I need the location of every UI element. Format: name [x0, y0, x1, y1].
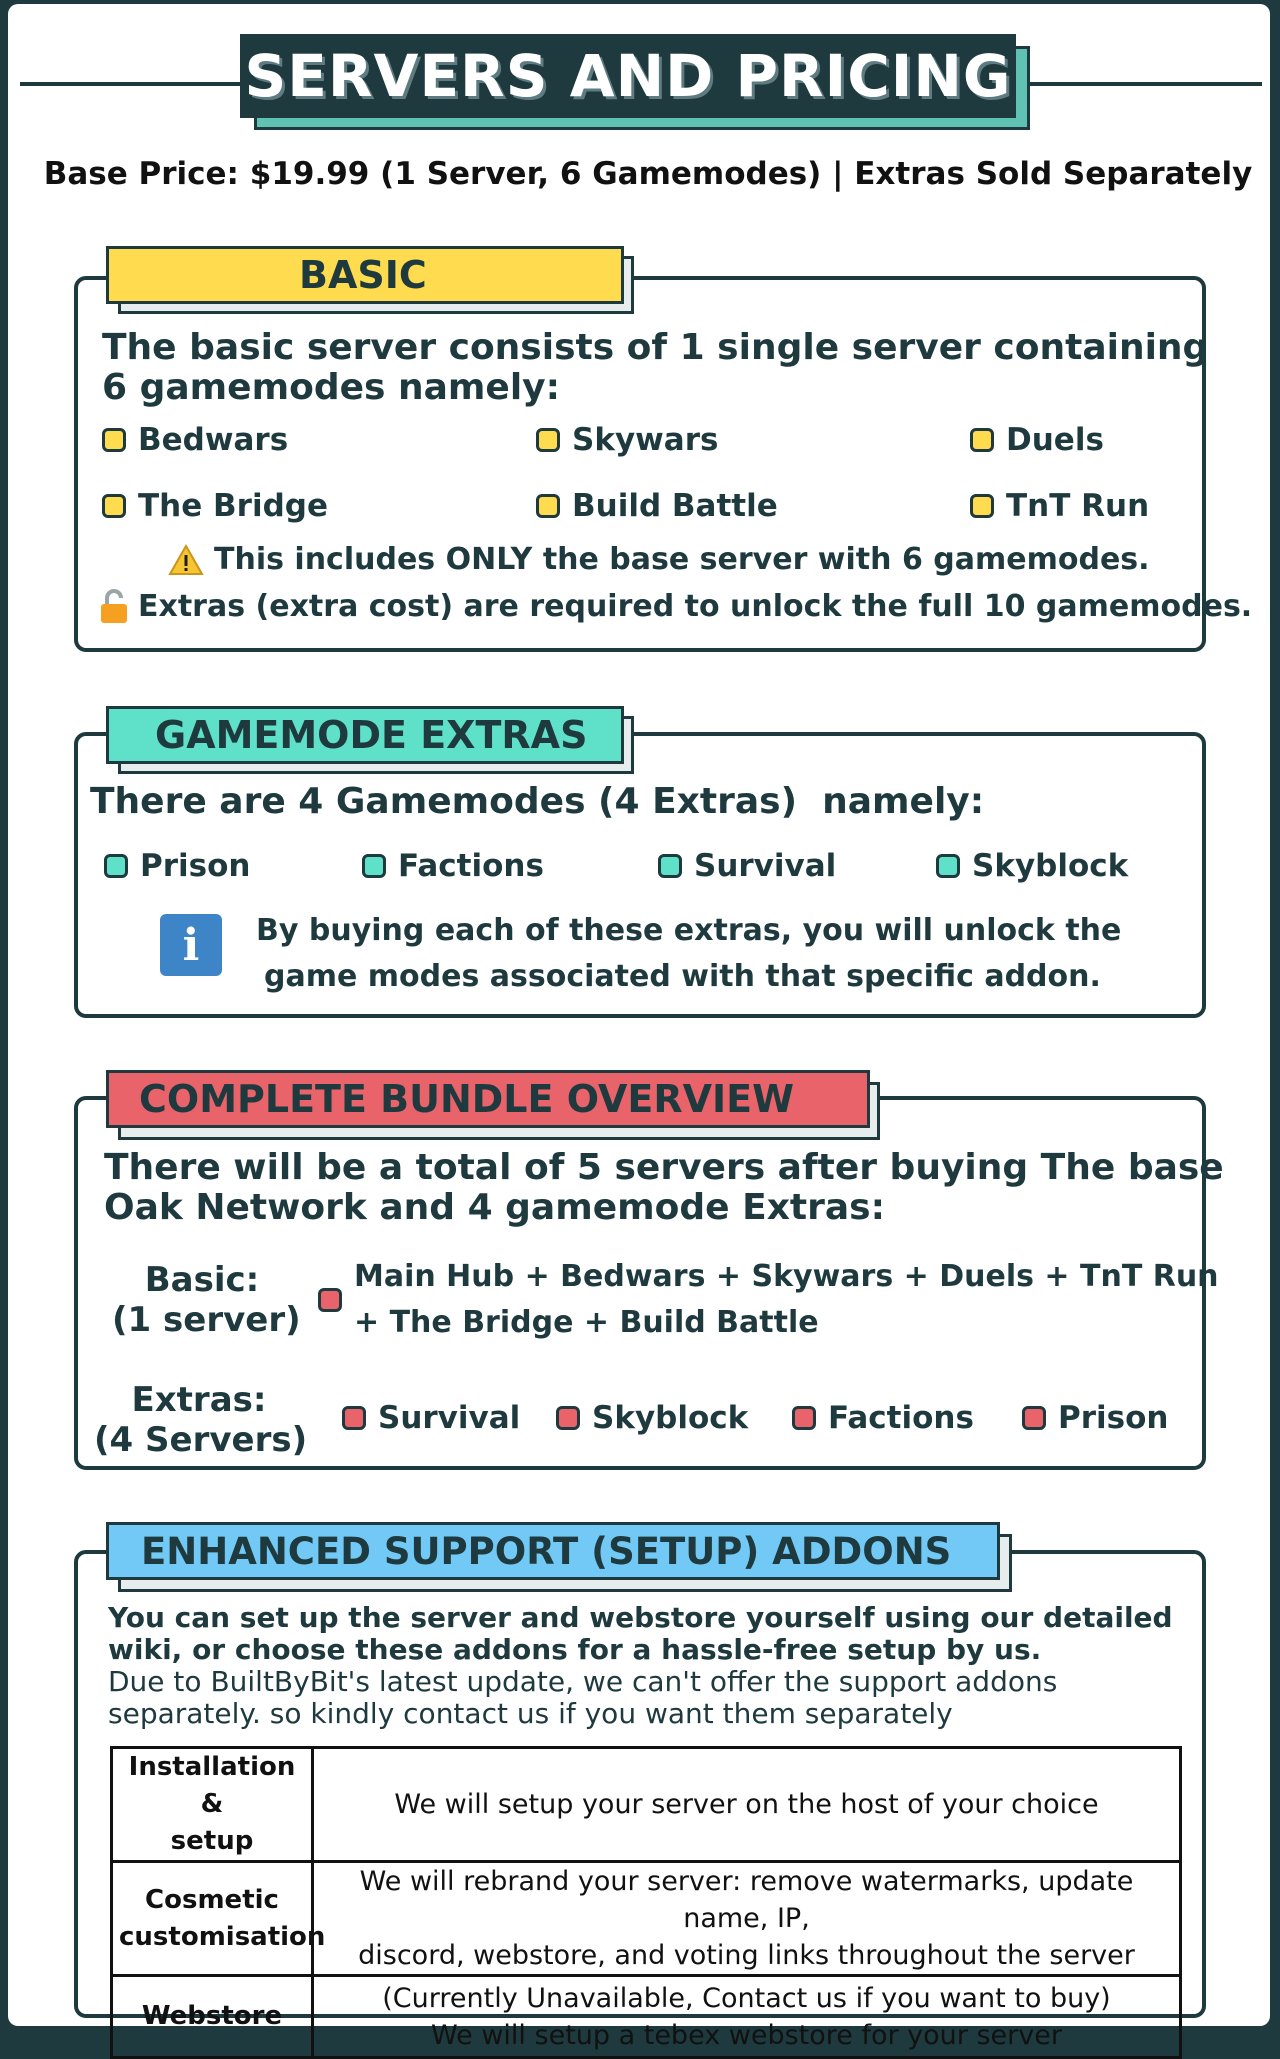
red-bullet-icon — [792, 1406, 816, 1430]
red-bullet-icon — [342, 1406, 366, 1430]
bundle-extra-survival: Survival — [342, 1400, 520, 1436]
basic-gamemode-the-bridge: The Bridge — [102, 488, 328, 524]
teal-bullet-icon — [104, 854, 128, 878]
title-rule-left — [20, 82, 242, 86]
basic-tag — [106, 246, 624, 304]
bundle-extras-label: Extras: (4 Servers) — [94, 1380, 308, 1460]
teal-bullet-icon — [362, 854, 386, 878]
addon-description-cell: (Currently Unavailable, Contact us if you want to buy) We will setup a tebex webstore for your server — [313, 1976, 1181, 2058]
title-banner — [240, 34, 1030, 130]
table-row — [112, 1748, 1181, 1862]
addon-name-cell: Cosmetic customisation — [112, 1862, 313, 1976]
support-description: You can set up the server and webstore yourself using our detailed wiki, or choose these addons for a hassle-free setup by us. Due to BuiltByBit's latest update, we can't offer the support addons separately. so kindly contact us if you want them separately — [108, 1601, 1173, 1730]
support-tag — [106, 1522, 1000, 1580]
info-icon: i — [160, 914, 222, 976]
bundle-basic-label: Basic: (1 server) — [112, 1260, 301, 1340]
yellow-bullet-icon — [970, 428, 994, 452]
support-heading: ENHANCED SUPPORT (SETUP) ADDONS — [141, 1529, 952, 1573]
yellow-bullet-icon — [102, 494, 126, 518]
basic-gamemode-skywars: Skywars — [536, 422, 718, 458]
extras-heading: GAMEMODE EXTRAS — [155, 713, 588, 757]
support-addons-table — [110, 1746, 1182, 2059]
basic-warning: This includes ONLY the base server with 6 gamemodes. — [168, 542, 1150, 577]
bundle-heading: COMPLETE BUNDLE OVERVIEW — [139, 1077, 795, 1121]
bundle-description: There will be a total of 5 servers after buying The base Oak Network and 4 gamemode Extras: — [104, 1147, 1224, 1228]
title-rule-right — [1030, 82, 1262, 86]
addon-name-cell: Webstore — [112, 1976, 313, 2058]
warning-icon — [168, 544, 204, 576]
basic-heading: BASIC — [299, 253, 427, 297]
bundle-extra-factions: Factions — [792, 1400, 974, 1436]
addon-description-cell: We will rebrand your server: remove watermarks, update name, IP, discord, webstore, and voting links throughout the server — [313, 1862, 1181, 1976]
yellow-bullet-icon — [536, 494, 560, 518]
price-subtitle: Base Price: $19.99 (1 Server, 6 Gamemodes) | Extras Sold Separately — [43, 156, 1253, 192]
table-row — [112, 1976, 1181, 2058]
extras-info-text: By buying each of these extras, you will unlock the game modes associated with that specific addon. — [256, 913, 1122, 994]
extras-gamemode-factions: Factions — [362, 848, 544, 884]
basic-gamemode-tnt-run: TnT Run — [970, 488, 1149, 524]
pricing-sheet — [8, 4, 1270, 2051]
basic-gamemode-bedwars: Bedwars — [102, 422, 288, 458]
bundle-extra-skyblock: Skyblock — [556, 1400, 748, 1436]
basic-gamemode-build-battle: Build Battle — [536, 488, 778, 524]
yellow-bullet-icon — [536, 428, 560, 452]
teal-bullet-icon — [658, 854, 682, 878]
bundle-tag — [106, 1070, 870, 1128]
bundle-basic-list: Main Hub + Bedwars + Skywars + Duels + TnT Run + The Bridge + Build Battle — [354, 1259, 1219, 1340]
red-bullet-icon — [318, 1288, 342, 1312]
yellow-bullet-icon — [102, 428, 126, 452]
table-row — [112, 1862, 1181, 1976]
red-bullet-icon — [556, 1406, 580, 1430]
basic-description: The basic server consists of 1 single server containing 6 gamemodes namely: — [102, 327, 1209, 408]
addon-name-cell: Installation & setup — [112, 1748, 313, 1862]
extras-gamemode-survival: Survival — [658, 848, 836, 884]
unlock-icon — [98, 588, 130, 624]
extras-tag — [106, 706, 624, 764]
red-bullet-icon — [1022, 1406, 1046, 1430]
yellow-bullet-icon — [970, 494, 994, 518]
extras-gamemode-skyblock: Skyblock — [936, 848, 1128, 884]
basic-gamemode-duels: Duels — [970, 422, 1104, 458]
page-title: SERVERS AND PRICING — [244, 42, 1012, 110]
extras-gamemode-prison: Prison — [104, 848, 250, 884]
teal-bullet-icon — [936, 854, 960, 878]
addon-description-cell: We will setup your server on the host of your choice — [313, 1748, 1181, 1862]
bundle-extra-prison: Prison — [1022, 1400, 1168, 1436]
basic-extras-note: Extras (extra cost) are required to unlock the full 10 gamemodes. — [98, 588, 1252, 624]
extras-description: There are 4 Gamemodes (4 Extras) namely: — [90, 781, 985, 822]
title-banner-face — [240, 34, 1016, 118]
